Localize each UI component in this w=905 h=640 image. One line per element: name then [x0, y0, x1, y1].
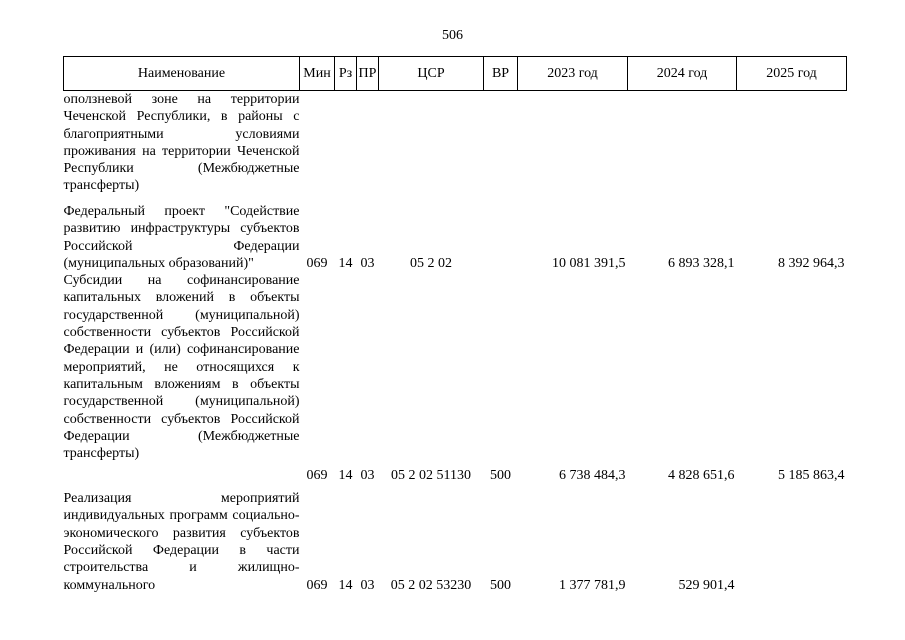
row-csr: 05 2 02 51130 — [391, 467, 471, 483]
row-name: Субсидии на софинансирование капитальных вложений в объекты государственной (муниципальной) собственности субъектов Российской Федерации и (или) софинансирование мероприятий, не относящихся к капитальным вложениям в объекты государственной (муниципальной) собственности субъектов Российской Федерации (Межбюджетные трансферты) — [63, 273, 300, 462]
row-pr: 03 — [360, 467, 375, 483]
row-min: 069 — [306, 577, 328, 593]
row-2024: 4 828 651,6 — [668, 467, 735, 483]
row-vr — [484, 195, 518, 272]
header-name: Наименование — [64, 57, 300, 91]
row-pr: 03 — [360, 577, 375, 593]
page-number: 506 — [442, 28, 463, 43]
row-name: Реализация мероприятий индивидуальных программ социально-экономического развития субъектов Российской Федерации в части строительства и жилищно-коммунального — [63, 491, 300, 593]
table-row — [64, 484, 847, 594]
row-2024: 6 893 328,1 — [668, 255, 735, 271]
header-pr: ПР — [357, 57, 379, 91]
row-2023: 1 377 781,9 — [559, 577, 626, 593]
row-csr — [379, 91, 484, 196]
row-2024: 529 901,4 — [678, 577, 735, 593]
header-2025: 2025 год — [737, 57, 847, 91]
header-2024: 2024 год — [628, 57, 737, 91]
row-2025 — [737, 91, 847, 196]
row-min: 069 — [306, 255, 328, 271]
row-2023: 6 738 484,3 — [559, 467, 626, 483]
header-min: Мин — [300, 57, 335, 91]
header-csr: ЦСР — [379, 57, 484, 91]
row-csr: 05 2 02 — [410, 255, 452, 271]
budget-table — [63, 56, 847, 594]
table-header — [64, 57, 847, 91]
row-name: Федеральный проект "Содействие развитию инфраструктуры субъектов Российской Федерации (муниципальных образований)" — [63, 204, 300, 271]
row-name: оползневой зоне на территории Чеченской Республики, в районы с благоприятными условиями проживания на территории Чеченской Республики (Межбюджетные трансферты) — [63, 92, 300, 194]
row-2024 — [628, 91, 737, 196]
table-row — [64, 272, 847, 484]
row-vr: 500 — [490, 467, 511, 483]
row-rz: 14 — [338, 577, 353, 593]
row-2023: 10 081 391,5 — [552, 255, 626, 271]
row-2023 — [518, 91, 628, 196]
row-2025: 5 185 863,4 — [778, 467, 845, 483]
header-rz: Рз — [335, 57, 357, 91]
row-min — [300, 91, 335, 196]
row-min: 069 — [306, 467, 328, 483]
row-rz — [335, 91, 357, 196]
row-rz: 14 — [338, 467, 353, 483]
row-2025 — [737, 484, 847, 594]
header-2023: 2023 год — [518, 57, 628, 91]
header-vr: ВР — [484, 57, 518, 91]
table-row — [64, 195, 847, 272]
row-vr — [484, 91, 518, 196]
table-row — [64, 91, 847, 196]
row-2025: 8 392 964,3 — [778, 255, 845, 271]
row-vr: 500 — [490, 577, 511, 593]
row-csr: 05 2 02 53230 — [390, 577, 472, 593]
row-pr — [357, 91, 379, 196]
row-rz: 14 — [338, 255, 353, 271]
row-pr: 03 — [360, 255, 375, 271]
